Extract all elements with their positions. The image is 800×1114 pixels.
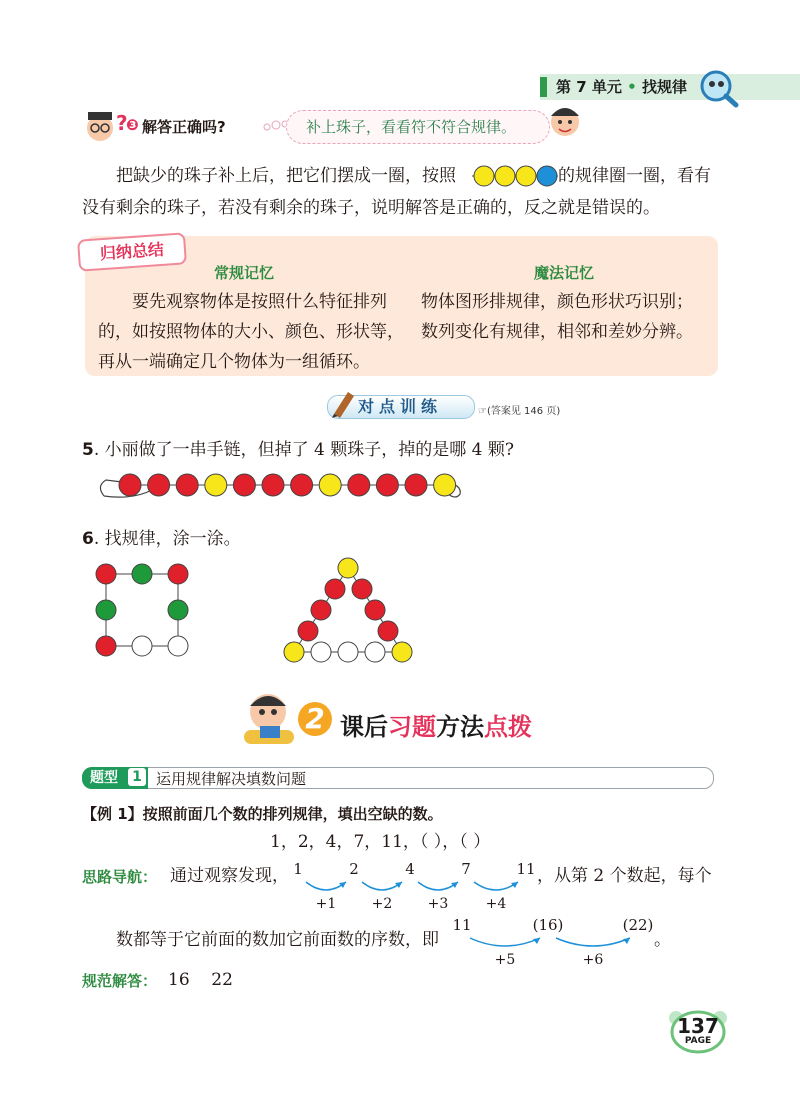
difference-sequence-figure-2: [448, 912, 660, 968]
summary-right-heading: 魔法记忆: [534, 264, 595, 282]
guide-label: 思路导航：: [82, 868, 158, 886]
seq-number: 4: [405, 860, 415, 878]
pencil-icon: [330, 388, 356, 418]
sec2-title-a: 课后: [340, 713, 388, 741]
square-bead: [168, 600, 188, 620]
svg-text:?: ?: [116, 111, 128, 135]
summary-left-line: 再从一端确定几个物体为一组循环。: [98, 352, 370, 372]
seq2-arc: [470, 938, 540, 946]
seq-number: 7: [461, 860, 471, 878]
section-2-title: [340, 707, 532, 742]
example-1-prompt: 【例 1】按照前面几个数的排列规律，填出空缺的数。: [82, 805, 443, 823]
bracelet-bead: [176, 474, 198, 496]
qa-label: 解答正确吗?: [142, 118, 226, 136]
seq-diff: +2: [371, 896, 393, 912]
question-6-text: . 找规律，涂一涂。: [93, 529, 241, 549]
boy-cartoon-icon: [545, 100, 585, 144]
question-5-text: . 小丽做了一串手链，但掉了 4 颗珠子，掉的是哪 4 颗?: [93, 440, 515, 460]
sec2-title-b: 习题: [388, 713, 436, 741]
type-tag: 题型: [82, 767, 148, 789]
guide-line2: 数都等于它前面的数加它前面数的序数，即: [116, 930, 439, 950]
square-bead: [168, 564, 188, 584]
bracelet-bead: [119, 474, 141, 496]
seq-diff: +4: [485, 896, 507, 912]
section-2-number: 2: [298, 702, 332, 736]
bracelet-bead: [434, 474, 456, 496]
qa-number: ❸: [126, 116, 139, 134]
triangle-bead: [311, 642, 331, 662]
seq-arrowhead: [339, 882, 346, 888]
pattern-bead: [516, 166, 536, 186]
bracelet-bead: [291, 474, 313, 496]
unit-label: 第 7 单元: [556, 78, 622, 96]
header-title: [556, 76, 687, 97]
bead-pattern-figure: [472, 162, 558, 190]
triangle-bead: [298, 621, 318, 641]
pattern-bead: [537, 166, 557, 186]
seq-number: 11: [516, 860, 536, 878]
guide-line2-end: 。: [654, 930, 671, 950]
triangle-bead-figure: [280, 552, 416, 664]
seq-arrowhead: [395, 882, 402, 888]
summary-left-heading: 常规记忆: [214, 264, 275, 282]
seq2-number: (22): [622, 916, 654, 934]
seq2-diff: +6: [582, 952, 604, 968]
qa-paragraph-line1a: 把缺少的珠子补上后，把它们摆成一圈，按照: [116, 166, 456, 186]
bracelet-figure: [92, 460, 472, 510]
example-1-sequence: 1，2，4，7，11，（ ），（ ）: [270, 832, 491, 852]
seq-number: 2: [349, 860, 359, 878]
bracelet-bead: [233, 474, 255, 496]
seq-diff: +1: [315, 896, 337, 912]
triangle-bead: [352, 579, 372, 599]
summary-tag: 归纳总结: [77, 232, 187, 271]
square-bead: [132, 564, 152, 584]
page-word: PAGE: [684, 1036, 712, 1046]
qa-paragraph-line2: 没有剩余的珠子，若没有剩余的珠子，说明解答是正确的，反之就是错误的。: [82, 198, 660, 218]
sec2-title-d: 点拨: [484, 713, 532, 741]
magnifier-icon: [696, 68, 740, 108]
seq-diff: +3: [427, 896, 449, 912]
triangle-bead: [338, 642, 358, 662]
square-bead: [96, 636, 116, 656]
triangle-bead: [311, 600, 331, 620]
square-bead: [96, 600, 116, 620]
mascot-cartoon-icon: [238, 690, 300, 748]
thought-dots-icon: [262, 118, 288, 132]
type-tag-number: 1: [128, 768, 146, 786]
header-accent-bar: [540, 77, 547, 97]
triangle-bead: [365, 600, 385, 620]
bracelet-bead: [405, 474, 427, 496]
square-bead: [132, 636, 152, 656]
sec2-title-c: 方法: [436, 713, 484, 741]
topic-label: 找规律: [641, 78, 687, 96]
training-title: 对点训练: [358, 397, 443, 416]
page-number: 137: [677, 1014, 719, 1038]
summary-left-line: 要先观察物体是按照什么特征排列: [132, 292, 387, 312]
seq2-number: 11: [452, 916, 472, 934]
summary-right-line: 物体图形排规律，颜色形状巧识别；: [421, 292, 693, 312]
type-title: 运用规律解决填数问题: [156, 770, 307, 788]
answer-label: 规范解答：: [82, 972, 158, 990]
triangle-bead: [284, 642, 304, 662]
bracelet-bead: [319, 474, 341, 496]
triangle-bead: [325, 579, 345, 599]
summary-right-line: 数列变化有规律，相邻和差妙分辨。: [421, 322, 693, 342]
triangle-bead: [338, 558, 358, 578]
triangle-bead: [392, 642, 412, 662]
bracelet-bead: [348, 474, 370, 496]
question-6-number: 6: [82, 529, 94, 549]
square-bead: [96, 564, 116, 584]
triangle-bead: [378, 621, 398, 641]
question-5-number: 5: [82, 440, 94, 460]
training-answer-ref: ☞(答案见 146 页): [478, 406, 561, 417]
seq2-number: (16): [532, 916, 564, 934]
seq2-arc: [556, 938, 630, 946]
bracelet-bead: [205, 474, 227, 496]
bracelet-bead: [148, 474, 170, 496]
hint-bubble-text: 补上珠子，看看符不符合规律。: [306, 118, 517, 136]
bracelet-bead: [262, 474, 284, 496]
square-bead-figure: [92, 560, 196, 664]
summary-left-line: 的，如按照物体的大小、颜色、形状等，: [98, 322, 404, 342]
header-dot: •: [627, 78, 637, 96]
guide-text-a: 通过观察发现，: [170, 866, 289, 886]
guide-text-b: ，从第 2 个数起，每个: [537, 866, 712, 886]
difference-sequence-figure: [286, 856, 546, 912]
bracelet-bead: [376, 474, 398, 496]
qa-paragraph-line1b: 的规律圈一圈，看有: [558, 166, 711, 186]
answer-values: 16 22: [168, 970, 233, 990]
seq-number: 1: [293, 860, 303, 878]
pattern-bead: [495, 166, 515, 186]
doctor-cartoon-icon: [80, 108, 128, 144]
triangle-bead: [365, 642, 385, 662]
training-ref-text: (答案见 146 页): [486, 406, 561, 417]
seq2-diff: +5: [494, 952, 516, 968]
seq-arrowhead: [451, 882, 458, 888]
question-6: [82, 525, 241, 553]
pattern-bead: [474, 166, 494, 186]
square-bead: [168, 636, 188, 656]
